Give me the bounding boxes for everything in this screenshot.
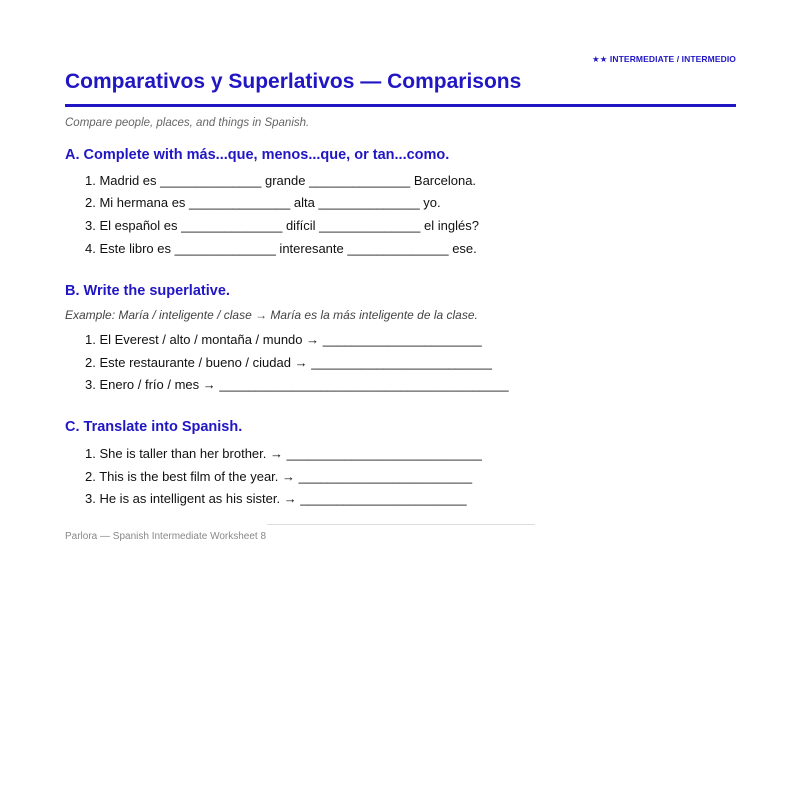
section-a-item-2: 2. Mi hermana es ______________ alta ______________ yo. bbox=[85, 195, 441, 210]
title-divider bbox=[65, 104, 736, 107]
page-title: Comparativos y Superlativos — Comparisons bbox=[65, 70, 522, 93]
level-badge: ★★ INTERMEDIATE / INTERMEDIO bbox=[592, 54, 736, 64]
section-b-item-1: 1. El Everest / alto / montaña / mundo → ______________________ bbox=[85, 332, 482, 347]
section-c-item-1: 1. She is taller than her brother. → ___________________________ bbox=[85, 446, 482, 461]
section-a-item-1: 1. Madrid es ______________ grande ______________ Barcelona. bbox=[85, 173, 477, 188]
section-b-example: Example: María / inteligente / clase → María es la más inteligente de la clase. bbox=[65, 308, 478, 322]
page-footer: Parlora — Spanish Intermediate Worksheet 8 bbox=[65, 531, 267, 542]
section-c-heading: C. Translate into Spanish. bbox=[65, 419, 243, 435]
page-subtitle: Compare people, places, and things in Spanish. bbox=[65, 117, 310, 129]
footer-divider bbox=[267, 524, 535, 525]
section-b-item-3: 3. Enero / frío / mes → ________________________________________ bbox=[85, 377, 509, 392]
section-a-item-3: 3. El español es ______________ difícil ______________ el inglés? bbox=[85, 218, 479, 233]
section-b-heading: B. Write the superlative. bbox=[65, 283, 230, 299]
section-a-heading: A. Complete with más...que, menos...que, or tan...como. bbox=[65, 147, 450, 163]
section-a-item-4: 4. Este libro es ______________ interesante ______________ ese. bbox=[85, 241, 477, 256]
section-b-item-2: 2. Este restaurante / bueno / ciudad → _________________________ bbox=[85, 355, 492, 370]
section-c-item-3: 3. He is as intelligent as his sister. → _______________________ bbox=[85, 491, 467, 506]
section-c-item-2: 2. This is the best film of the year. → ________________________ bbox=[85, 469, 473, 484]
